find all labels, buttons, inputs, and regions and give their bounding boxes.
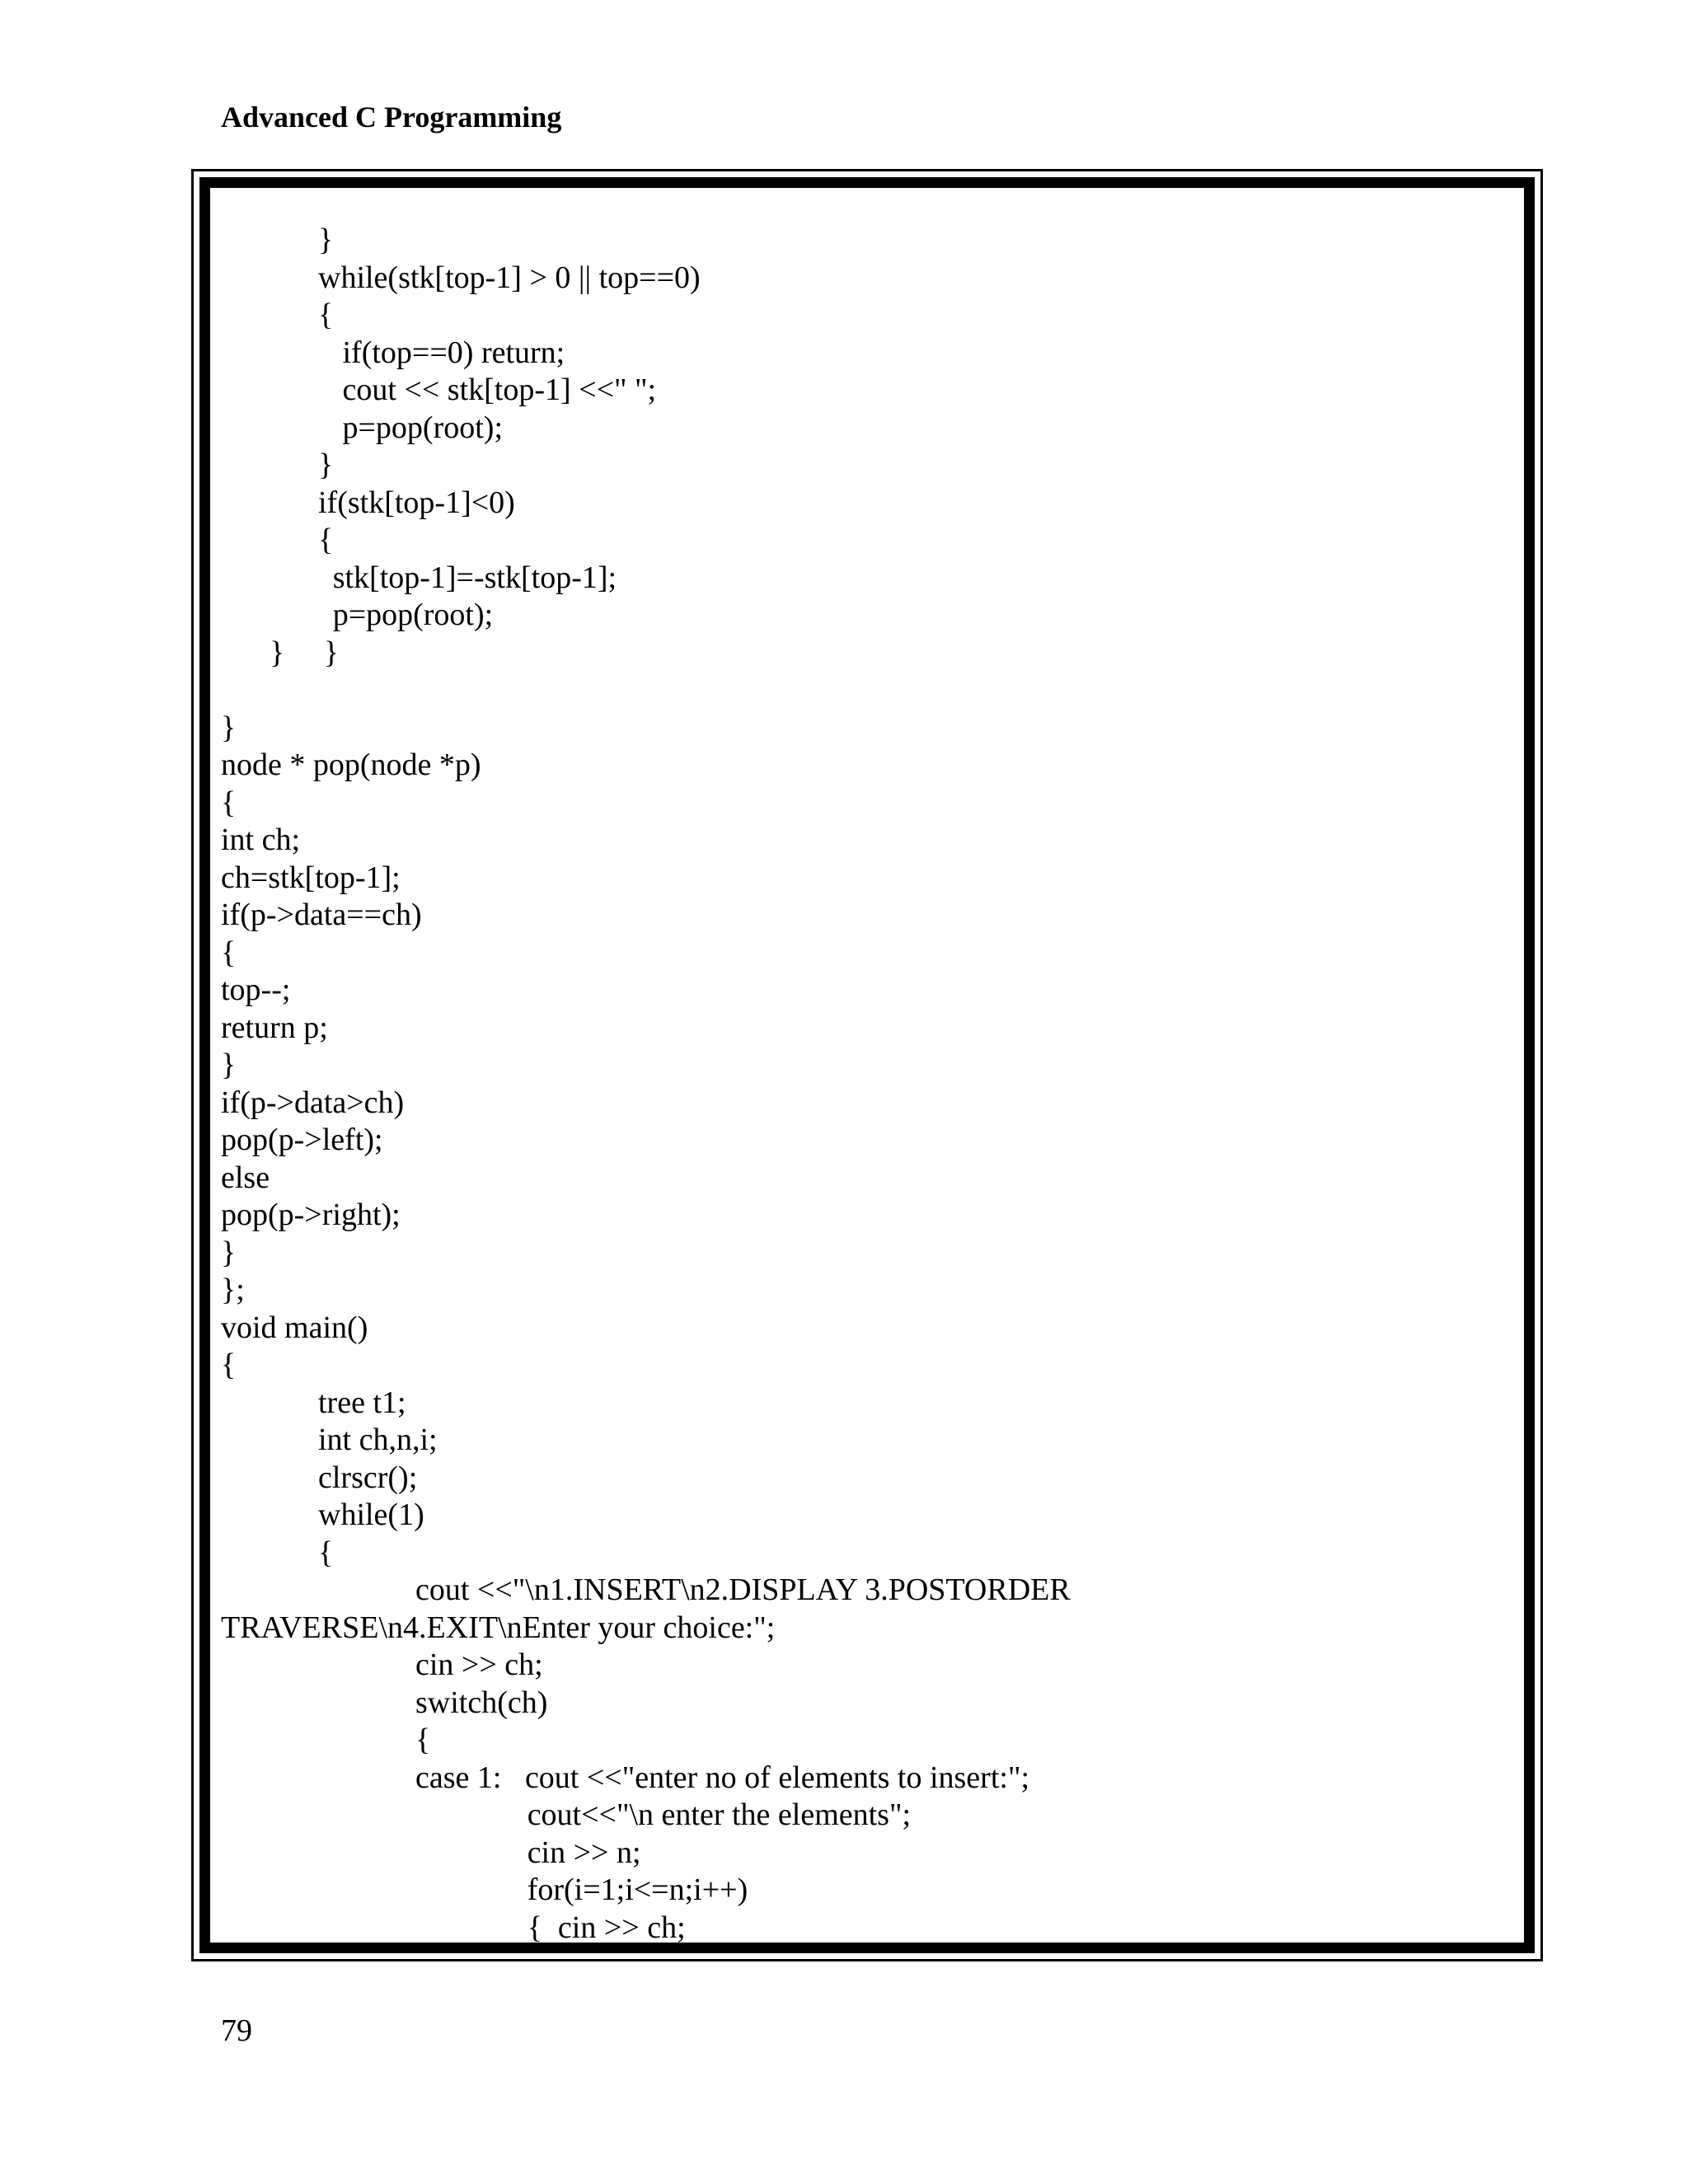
code-line-text: top--; [221, 972, 291, 1007]
code-line [221, 1385, 1507, 1422]
code-line-text: while(stk[top-1] > 0 || top==0) [318, 260, 701, 295]
code-line-text: for(i=1;i<=n;i++) [527, 1872, 748, 1907]
code-line-text: ch=stk[top-1]; [221, 860, 401, 895]
code-line [221, 522, 1507, 560]
code-line [221, 785, 1507, 823]
code-line-text: { [318, 523, 334, 557]
code-line [221, 335, 1507, 373]
code-line-text: { [318, 1535, 334, 1570]
code-line [221, 822, 1507, 860]
code-line-text: TRAVERSE\n4.EXIT\nEnter your choice:"; [221, 1610, 776, 1645]
code-line [221, 1310, 1507, 1347]
code-line [221, 410, 1507, 448]
code-line-text: p=pop(root); [342, 410, 504, 445]
code-line-text: { [318, 298, 334, 332]
code-line [221, 1572, 1507, 1610]
code-line [221, 560, 1507, 598]
page-number: 79 [221, 2013, 252, 2048]
code-line [221, 597, 1507, 635]
code-line [221, 635, 1507, 673]
code-line [221, 1760, 1507, 1797]
code-line-text: pop(p->right); [221, 1197, 401, 1232]
code-line-text: } [221, 1047, 237, 1082]
code-line-text: stk[top-1]=-stk[top-1]; [332, 560, 617, 595]
code-line [221, 1235, 1507, 1272]
code-line-text: if(p->data==ch) [221, 898, 422, 932]
code-line-text: { [221, 1347, 237, 1382]
code-line [221, 1797, 1507, 1835]
code-line [221, 1460, 1507, 1497]
code-line [221, 1085, 1507, 1122]
code-line [221, 1197, 1507, 1235]
code-line-text: switch(ch) [415, 1685, 548, 1720]
code-line [221, 1347, 1507, 1385]
code-line-text: cin >> ch; [415, 1647, 543, 1682]
code-line [221, 1497, 1507, 1535]
code-line-text: { [415, 1722, 431, 1757]
code-line-text: int ch,n,i; [318, 1422, 438, 1457]
code-line [221, 1722, 1507, 1760]
code-line [221, 1910, 1507, 1945]
code-line-text: cout << stk[top-1] <<" "; [342, 373, 657, 407]
code-line [221, 935, 1507, 972]
code-line [221, 372, 1507, 410]
code-line-text: } [221, 1235, 237, 1270]
code-line-text: }; [221, 1272, 245, 1307]
code-line [221, 860, 1507, 898]
code-line [221, 1835, 1507, 1872]
code-line-text: node * pop(node *p) [221, 748, 481, 782]
code-line-text: if(top==0) return; [342, 335, 565, 370]
code-line [221, 672, 1507, 710]
code-line-text: while(1) [318, 1497, 424, 1532]
code-line [221, 1122, 1507, 1160]
code-line-text: } [318, 223, 334, 257]
code-line-text: if(stk[top-1]<0) [318, 485, 515, 520]
code-line-text: if(p->data>ch) [221, 1085, 405, 1120]
running-header: Advanced C Programming [221, 101, 562, 134]
code-listing [221, 222, 1507, 1944]
code-line [221, 1535, 1507, 1572]
code-line-text: cout <<"\n1.INSERT\n2.DISPLAY 3.POSTORDER [415, 1572, 1071, 1607]
code-line [221, 1872, 1507, 1910]
code-line-text: { cin >> ch; [527, 1910, 686, 1944]
code-line [221, 1422, 1507, 1460]
code-line-text: int ch; [221, 823, 301, 857]
code-line-text: cin >> n; [527, 1835, 641, 1870]
code-line [221, 222, 1507, 260]
code-line [221, 972, 1507, 1010]
code-line [221, 485, 1507, 523]
code-line-text: else [221, 1160, 270, 1195]
code-line [221, 260, 1507, 298]
code-line-text: pop(p->left); [221, 1122, 383, 1157]
code-line [221, 1685, 1507, 1722]
code-line [221, 1610, 1507, 1647]
code-line [221, 1047, 1507, 1085]
code-line-text: } [221, 710, 237, 745]
code-line [221, 1647, 1507, 1685]
code-line-text: return p; [221, 1010, 328, 1045]
code-line-text: { [221, 935, 237, 970]
code-line-text: tree t1; [318, 1385, 406, 1420]
code-line-text: } [318, 448, 334, 482]
code-line-text: clrscr(); [318, 1460, 418, 1495]
code-line [221, 710, 1507, 748]
code-line-text: case 1: cout <<"enter no of elements to insert:"; [415, 1760, 1030, 1795]
code-line [221, 1010, 1507, 1047]
code-line-text: p=pop(root); [332, 598, 494, 632]
code-line-text: } } [270, 635, 339, 670]
code-line-text: { [221, 785, 237, 820]
code-line [221, 1160, 1507, 1197]
code-line [221, 747, 1507, 785]
code-line [221, 297, 1507, 335]
code-line [221, 447, 1507, 485]
code-line [221, 1272, 1507, 1310]
code-line-text: void main() [221, 1310, 368, 1345]
code-line [221, 897, 1507, 935]
code-line-text: cout<<"\n enter the elements"; [527, 1797, 912, 1832]
